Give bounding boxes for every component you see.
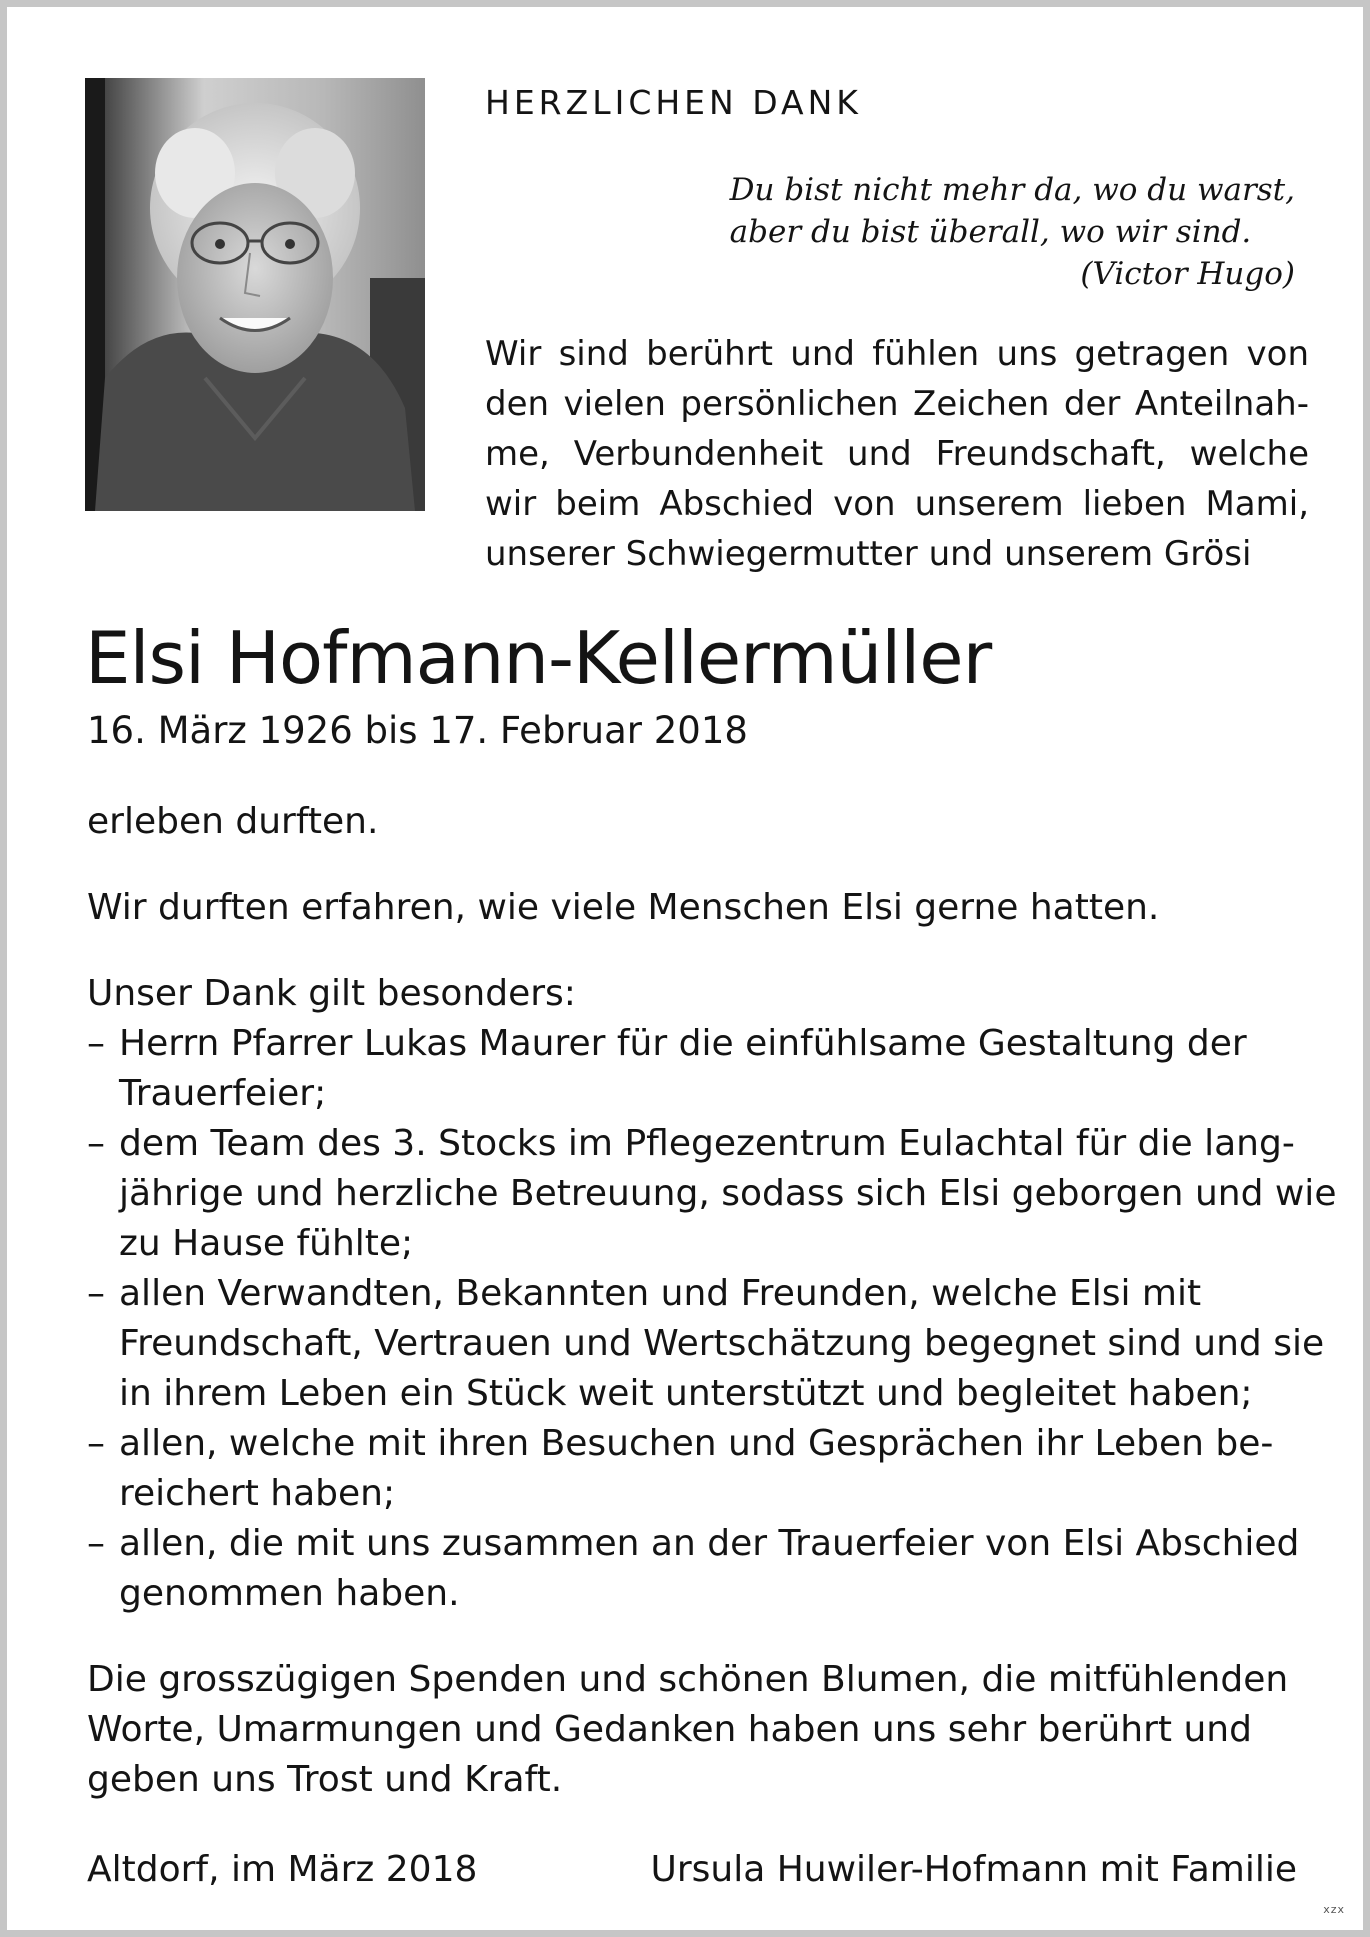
list-item	[87, 1419, 1309, 1519]
list-item-line: Freundschaft, Vertrauen und Wertschätzung begegnet sind und sie	[119, 1323, 1325, 1364]
quote-line: Du bist nicht mehr da, wo du warst,	[729, 172, 1295, 208]
list-item-line: allen, welche mit ihren Besuchen und Gesprächen ihr Leben be-	[119, 1423, 1274, 1464]
thanks-list	[87, 1019, 1337, 1619]
dash: –	[87, 1273, 105, 1314]
dash: –	[87, 1423, 105, 1464]
intro-line: me, Verbundenheit und Freundschaft, welche	[485, 434, 1309, 474]
list-item-line: Trauerfeier;	[119, 1073, 327, 1114]
quote	[730, 169, 1295, 295]
deceased-name: Elsi Hofmann-Kellermüller	[85, 616, 992, 700]
list-item-line: dem Team des 3. Stocks im Pflegezentrum Eulachtal für die lang-	[119, 1123, 1295, 1164]
body-text	[87, 797, 1337, 1805]
quote-line: aber du bist überall, wo wir sind.	[729, 214, 1252, 250]
intro-line: unserer Schwiegermutter und unserem Grösi	[485, 534, 1252, 574]
list-item-line: genommen haben.	[119, 1573, 460, 1614]
list-item-line: jährige und herzliche Betreuung, sodass sich Elsi geborgen und wie	[119, 1173, 1337, 1214]
place-date: Altdorf, im März 2018	[87, 1849, 478, 1890]
paragraph: Wir durften erfahren, wie viele Menschen Elsi gerne hatten.	[87, 887, 1160, 928]
intro-line: wir beim Abschied von unserem lieben Mami,	[485, 484, 1309, 524]
dash: –	[87, 1123, 105, 1164]
dash: –	[87, 1023, 105, 1064]
intro-text	[485, 329, 1309, 579]
closing-line: geben uns Trost und Kraft.	[87, 1759, 563, 1800]
corner-mark: xzx	[1323, 1903, 1345, 1916]
list-item	[87, 1019, 1309, 1119]
quote-author: (Victor Hugo)	[1080, 256, 1295, 292]
list-item-line: in ihrem Leben ein Stück weit unterstützt und begleitet haben;	[119, 1373, 1253, 1414]
heading: HERZLICHEN DANK	[485, 83, 862, 122]
list-item-line: allen, die mit uns zusammen an der Trauerfeier von Elsi Abschied	[119, 1523, 1300, 1564]
life-dates: 16. März 1926 bis 17. Februar 2018	[87, 709, 748, 752]
list-item-line: Herrn Pfarrer Lukas Maurer für die einfühlsame Gestaltung der	[119, 1023, 1247, 1064]
intro-line: den vielen persönlichen Zeichen der Anteilnah-	[485, 384, 1309, 424]
list-item	[87, 1119, 1337, 1269]
list-item-line: reichert haben;	[119, 1473, 396, 1514]
closing-paragraph	[87, 1655, 1309, 1805]
list-item-line: zu Hause fühlte;	[119, 1223, 414, 1264]
signature: Ursula Huwiler-Hofmann mit Familie	[650, 1849, 1297, 1890]
closing-line: Die grosszügigen Spenden und schönen Blumen, die mitfühlenden	[87, 1659, 1289, 1700]
intro-line: Wir sind berührt und fühlen uns getragen von	[485, 334, 1309, 374]
list-item-line: allen Verwandten, Bekannten und Freunden, welche Elsi mit	[119, 1273, 1202, 1314]
portrait-image	[85, 78, 425, 511]
thanks-intro: Unser Dank gilt besonders:	[87, 973, 576, 1014]
paragraph: erleben durften.	[87, 801, 379, 842]
closing-line: Worte, Umarmungen und Gedanken haben uns sehr berührt und	[87, 1709, 1252, 1750]
list-item	[87, 1269, 1325, 1419]
portrait-photo	[85, 78, 425, 511]
dash: –	[87, 1523, 105, 1564]
list-item	[87, 1519, 1309, 1619]
